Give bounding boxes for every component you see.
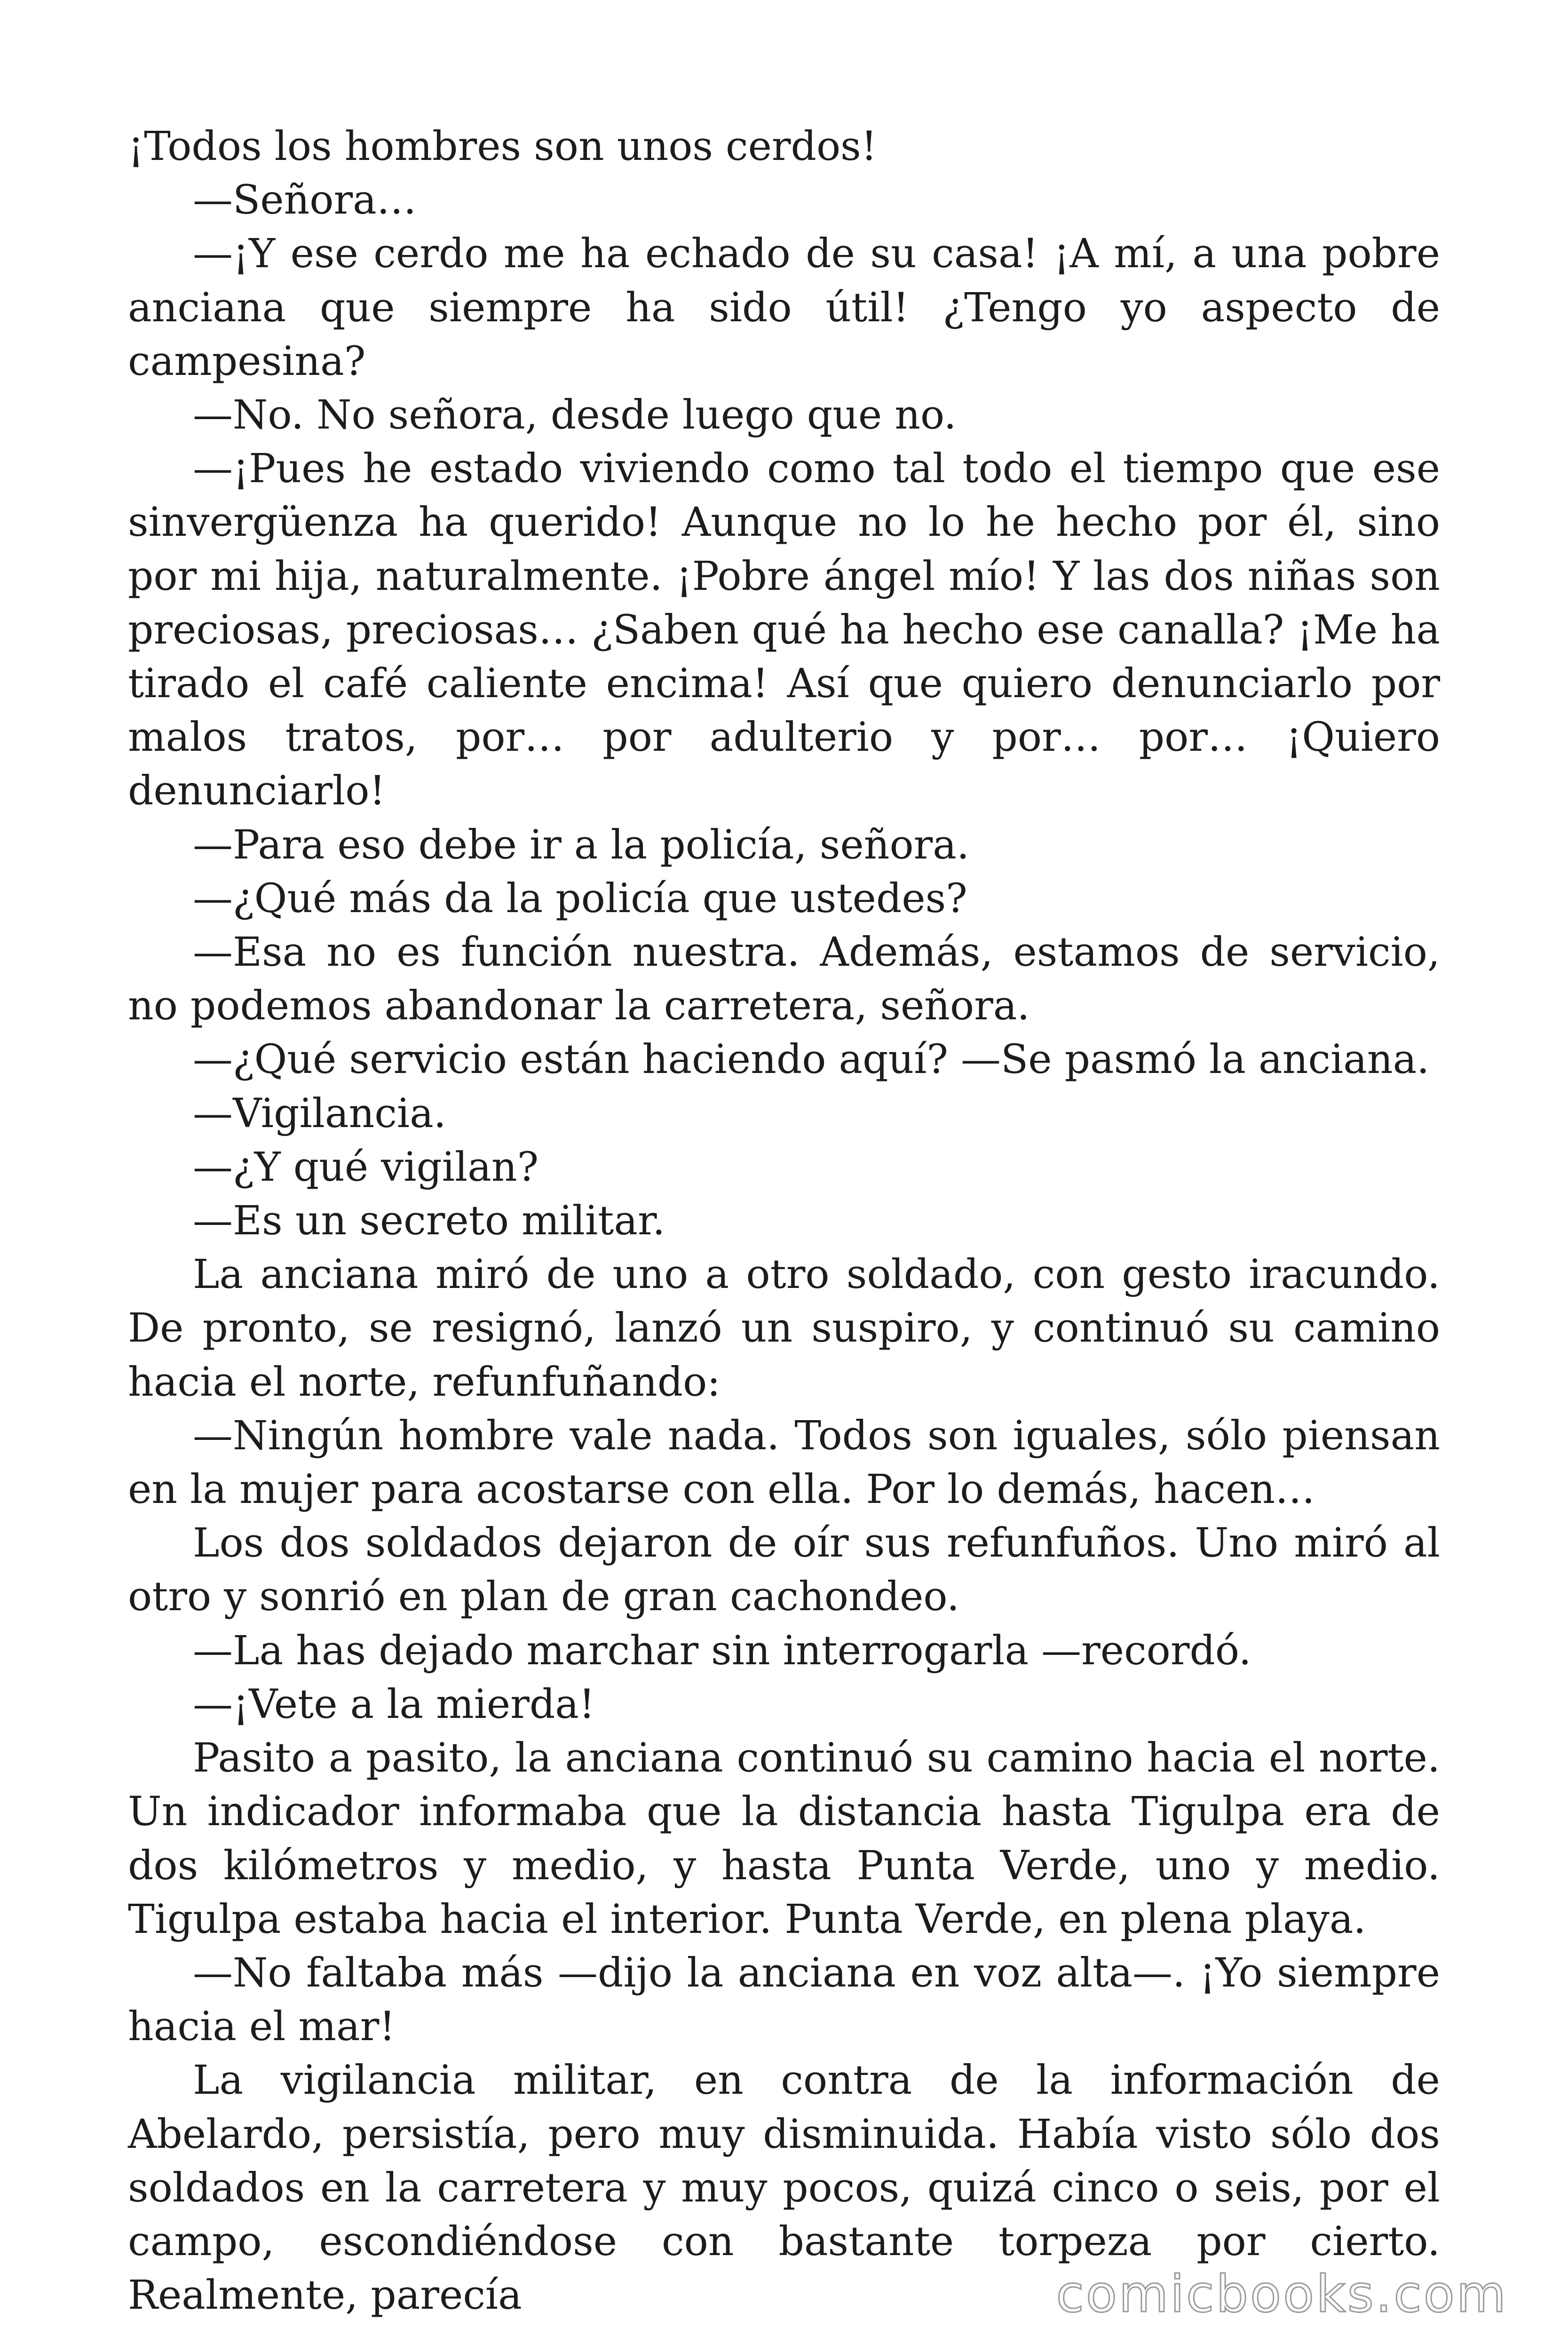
paragraph-2: —Señora… xyxy=(193,177,417,224)
paragraph-10: —Vigilancia. xyxy=(193,1090,446,1137)
paragraph-9: —¿Qué servicio están haciendo aquí? —Se pasmó la anciana. xyxy=(193,1036,1430,1083)
paragraph-11: —¿Y qué vigilan? xyxy=(193,1144,539,1191)
paragraph-6: —Para eso debe ir a la policía, señora. xyxy=(193,821,969,868)
paragraph-14: —Ningún hombre vale nada. Todos son iguales, sólo piensan en la mujer para acostarse con ella. Por lo demás, hacen… xyxy=(128,1412,1440,1513)
paragraph-19: —No faltaba más —dijo la anciana en voz alta—. ¡Yo siempre hacia el mar! xyxy=(128,1949,1440,2050)
paragraph-3: —¡Y ese cerdo me ha echado de su casa! ¡A mí, a una pobre anciana que siempre ha sido útil! ¿Tengo yo aspecto de campesina? xyxy=(128,230,1440,385)
paragraph-1: ¡Todos los hombres son unos cerdos! xyxy=(128,123,877,170)
paragraph-12: —Es un secreto militar. xyxy=(193,1198,665,1245)
paragraph-16: —La has dejado marchar sin interrogarla —recordó. xyxy=(193,1627,1251,1674)
paragraph-17: —¡Vete a la mierda! xyxy=(193,1681,595,1728)
paragraph-5: —¡Pues he estado viviendo como tal todo el tiempo que ese sinvergüenza ha querido! Aunque no lo he hecho por él, sino por mi hija, naturalmente. ¡Pobre ángel mío! Y las dos niñas son preciosas, preciosas… ¿Saben qué ha hecho ese canalla? ¡Me ha tirado el café caliente encima! Así que quiero denunciarlo por malos tratos, por… por adulterio y por… por… ¡Quiero denunciarlo! xyxy=(128,445,1440,815)
page-body xyxy=(128,120,1440,2322)
paragraph-4: —No. No señora, desde luego que no. xyxy=(193,392,957,439)
paragraph-15: Los dos soldados dejaron de oír sus refunfuños. Uno miró al otro y sonrió en plan de gran cachondeo. xyxy=(128,1520,1440,1621)
paragraph-8: —Esa no es función nuestra. Además, estamos de servicio, no podemos abandonar la carretera, señora. xyxy=(128,929,1440,1030)
paragraph-20: La vigilancia militar, en contra de la información de Abelardo, persistía, pero muy disminuida. Había visto sólo dos soldados en la carretera y muy pocos, quizá cinco o seis, por el campo, escondiéndose con bastante torpeza por cierto. Realmente, parecía xyxy=(128,2057,1440,2319)
paragraph-13: La anciana miró de uno a otro soldado, con gesto iracundo. De pronto, se resignó, lanzó un suspiro, y continuó su camino hacia el norte, refunfuñando: xyxy=(128,1251,1440,1406)
watermark: comicbooks.com xyxy=(1056,2265,1508,2324)
paragraph-7: —¿Qué más da la policía que ustedes? xyxy=(193,875,967,922)
paragraph-18: Pasito a pasito, la anciana continuó su camino hacia el norte. Un indicador informaba que la distancia hasta Tigulpa era de dos kilómetros y medio, y hasta Punta Verde, uno y medio. Tigulpa estaba hacia el interior. Punta Verde, en plena playa. xyxy=(128,1735,1440,1943)
